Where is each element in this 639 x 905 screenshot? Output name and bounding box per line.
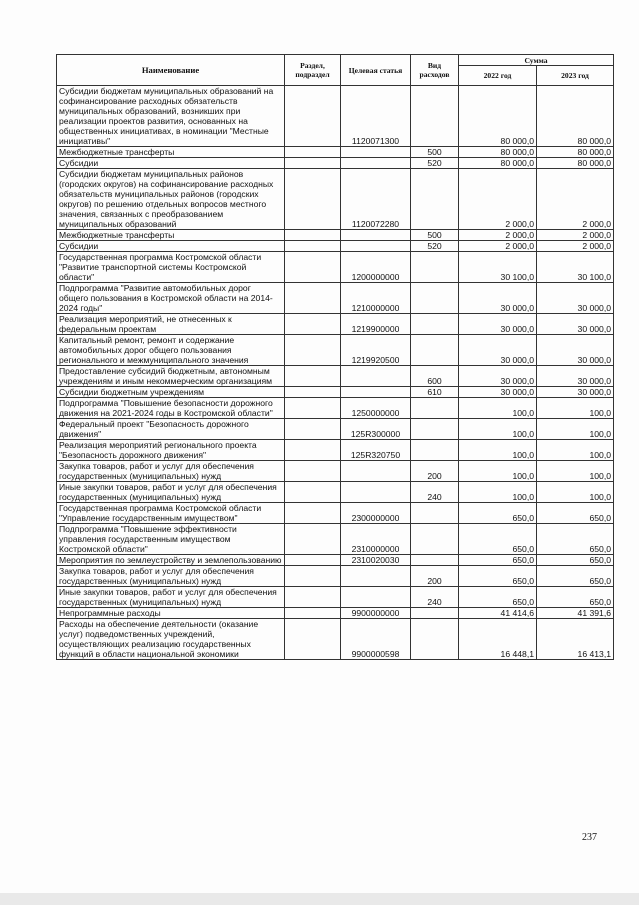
table-row xyxy=(57,587,614,608)
row-sum-2023: 650,0 xyxy=(537,555,614,566)
row-section xyxy=(285,440,341,461)
row-section xyxy=(285,524,341,555)
row-section xyxy=(285,335,341,366)
row-sum-2023: 41 391,6 xyxy=(537,608,614,619)
row-target-code: 1219900000 xyxy=(341,314,411,335)
row-expense-type xyxy=(411,398,459,419)
row-name: Расходы на обеспечение деятельности (оказание услуг) подведомственных учреждений, осуществляющих реализацию государственных функций в области национальной экономики xyxy=(57,619,285,660)
table-row xyxy=(57,419,614,440)
header-name: Наименование xyxy=(57,55,285,86)
row-sum-2022: 41 414,6 xyxy=(459,608,537,619)
row-sum-2022: 650,0 xyxy=(459,524,537,555)
row-section xyxy=(285,241,341,252)
row-sum-2022: 16 448,1 xyxy=(459,619,537,660)
row-section xyxy=(285,283,341,314)
row-section xyxy=(285,503,341,524)
row-name: Федеральный проект "Безопасность дорожного движения" xyxy=(57,419,285,440)
table-row xyxy=(57,566,614,587)
row-section xyxy=(285,366,341,387)
row-target-code: 125R300000 xyxy=(341,419,411,440)
row-target-code: 125R320750 xyxy=(341,440,411,461)
row-name: Подпрограмма "Повышение безопасности дорожного движения на 2021-2024 годы в Костромской области" xyxy=(57,398,285,419)
row-section xyxy=(285,169,341,230)
row-sum-2023: 100,0 xyxy=(537,398,614,419)
table-row xyxy=(57,314,614,335)
row-sum-2022: 30 000,0 xyxy=(459,335,537,366)
row-expense-type: 600 xyxy=(411,366,459,387)
row-expense-type: 520 xyxy=(411,241,459,252)
row-target-code xyxy=(341,241,411,252)
row-section xyxy=(285,619,341,660)
row-target-code xyxy=(341,366,411,387)
row-sum-2023: 30 000,0 xyxy=(537,314,614,335)
row-expense-type xyxy=(411,314,459,335)
row-name: Капитальный ремонт, ремонт и содержание автомобильных дорог общего пользования регионального и межмуниципального значения xyxy=(57,335,285,366)
row-sum-2023: 2 000,0 xyxy=(537,241,614,252)
row-section xyxy=(285,419,341,440)
table-row xyxy=(57,241,614,252)
row-target-code xyxy=(341,482,411,503)
page-number: 237 xyxy=(582,832,597,843)
table-row xyxy=(57,252,614,283)
row-section xyxy=(285,566,341,587)
table-row xyxy=(57,608,614,619)
row-target-code: 1200000000 xyxy=(341,252,411,283)
row-name: Субсидии xyxy=(57,241,285,252)
row-name: Подпрограмма "Повышение эффективности управления государственным имуществом Костромской области" xyxy=(57,524,285,555)
row-sum-2022: 100,0 xyxy=(459,398,537,419)
row-expense-type xyxy=(411,524,459,555)
row-target-code: 2300000000 xyxy=(341,503,411,524)
row-expense-type xyxy=(411,619,459,660)
row-section xyxy=(285,482,341,503)
row-sum-2023: 30 100,0 xyxy=(537,252,614,283)
row-name: Мероприятия по землеустройству и землепользованию xyxy=(57,555,285,566)
row-target-code: 1210000000 xyxy=(341,283,411,314)
header-type: Вид расходов xyxy=(411,55,459,86)
row-name: Предоставление субсидий бюджетным, автономным учреждениям и иным некоммерческим организациям xyxy=(57,366,285,387)
header-target: Целевая статья xyxy=(341,55,411,86)
row-target-code: 1250000000 xyxy=(341,398,411,419)
table-row xyxy=(57,461,614,482)
row-target-code xyxy=(341,230,411,241)
row-target-code xyxy=(341,387,411,398)
table-row xyxy=(57,482,614,503)
table-row xyxy=(57,555,614,566)
row-name: Межбюджетные трансферты xyxy=(57,147,285,158)
row-sum-2023: 30 000,0 xyxy=(537,387,614,398)
row-sum-2022: 30 000,0 xyxy=(459,366,537,387)
row-target-code xyxy=(341,461,411,482)
budget-table xyxy=(56,54,614,660)
row-expense-type xyxy=(411,169,459,230)
row-sum-2023: 100,0 xyxy=(537,461,614,482)
row-name: Иные закупки товаров, работ и услуг для обеспечения государственных (муниципальных) нужд xyxy=(57,587,285,608)
row-sum-2022: 650,0 xyxy=(459,503,537,524)
row-name: Государственная программа Костромской области "Управление государственным имуществом" xyxy=(57,503,285,524)
header-sum: Сумма xyxy=(459,55,614,66)
row-section xyxy=(285,230,341,241)
table-row xyxy=(57,335,614,366)
row-sum-2023: 80 000,0 xyxy=(537,147,614,158)
row-sum-2022: 2 000,0 xyxy=(459,241,537,252)
row-target-code xyxy=(341,587,411,608)
row-name: Субсидии xyxy=(57,158,285,169)
row-name: Государственная программа Костромской области "Развитие транспортной системы Костромской области" xyxy=(57,252,285,283)
row-sum-2022: 80 000,0 xyxy=(459,86,537,147)
row-expense-type xyxy=(411,335,459,366)
bottom-strip xyxy=(0,893,639,905)
row-sum-2022: 30 000,0 xyxy=(459,387,537,398)
row-name: Непрограммные расходы xyxy=(57,608,285,619)
row-sum-2023: 100,0 xyxy=(537,419,614,440)
row-target-code: 1120072280 xyxy=(341,169,411,230)
row-expense-type xyxy=(411,86,459,147)
row-sum-2023: 650,0 xyxy=(537,524,614,555)
row-sum-2022: 100,0 xyxy=(459,419,537,440)
row-expense-type: 520 xyxy=(411,158,459,169)
row-name: Субсидии бюджетам муниципальных образований на софинансирование расходных обязательств муниципальных образований, возникших при реализации проектов развития, основанных на общественных инициативах, в номинации "Местные инициативы" xyxy=(57,86,285,147)
table-row xyxy=(57,619,614,660)
table-row xyxy=(57,169,614,230)
row-section xyxy=(285,387,341,398)
row-sum-2022: 80 000,0 xyxy=(459,147,537,158)
row-expense-type xyxy=(411,440,459,461)
row-sum-2022: 30 100,0 xyxy=(459,252,537,283)
row-sum-2022: 100,0 xyxy=(459,440,537,461)
table-row xyxy=(57,86,614,147)
row-sum-2022: 30 000,0 xyxy=(459,283,537,314)
row-sum-2023: 16 413,1 xyxy=(537,619,614,660)
row-expense-type xyxy=(411,419,459,440)
row-name: Субсидии бюджетам муниципальных районов (городских округов) на софинансирование расходных обязательств муниципальных районов (городских округов) по решению отдельных вопросов местного значения, связанных с преобразованием муниципальных образований xyxy=(57,169,285,230)
row-name: Реализация мероприятий, не отнесенных к федеральным проектам xyxy=(57,314,285,335)
row-target-code: 9900000598 xyxy=(341,619,411,660)
table-row xyxy=(57,398,614,419)
row-sum-2022: 650,0 xyxy=(459,566,537,587)
row-expense-type xyxy=(411,555,459,566)
row-sum-2022: 80 000,0 xyxy=(459,158,537,169)
row-section xyxy=(285,147,341,158)
row-name: Межбюджетные трансферты xyxy=(57,230,285,241)
table-row xyxy=(57,366,614,387)
row-section xyxy=(285,461,341,482)
row-target-code: 9900000000 xyxy=(341,608,411,619)
row-sum-2023: 2 000,0 xyxy=(537,169,614,230)
row-section xyxy=(285,252,341,283)
row-sum-2023: 2 000,0 xyxy=(537,230,614,241)
row-sum-2023: 80 000,0 xyxy=(537,86,614,147)
table-row xyxy=(57,387,614,398)
row-target-code xyxy=(341,147,411,158)
row-sum-2022: 2 000,0 xyxy=(459,230,537,241)
row-target-code xyxy=(341,566,411,587)
row-name: Иные закупки товаров, работ и услуг для обеспечения государственных (муниципальных) нужд xyxy=(57,482,285,503)
row-target-code: 2310020030 xyxy=(341,555,411,566)
table-row xyxy=(57,503,614,524)
row-name: Закупка товаров, работ и услуг для обеспечения государственных (муниципальных) нужд xyxy=(57,461,285,482)
row-expense-type: 500 xyxy=(411,147,459,158)
row-expense-type: 240 xyxy=(411,587,459,608)
row-name: Реализация мероприятий регионального проекта "Безопасность дорожного движения" xyxy=(57,440,285,461)
row-sum-2023: 650,0 xyxy=(537,566,614,587)
row-sum-2023: 30 000,0 xyxy=(537,366,614,387)
table-body xyxy=(57,86,614,660)
row-target-code: 1120071300 xyxy=(341,86,411,147)
row-name: Подпрограмма "Развитие автомобильных дорог общего пользования в Костромской области на 2014-2024 годы" xyxy=(57,283,285,314)
row-expense-type: 240 xyxy=(411,482,459,503)
row-section xyxy=(285,158,341,169)
row-sum-2023: 30 000,0 xyxy=(537,283,614,314)
table-row xyxy=(57,524,614,555)
row-sum-2023: 30 000,0 xyxy=(537,335,614,366)
table-row xyxy=(57,283,614,314)
row-sum-2023: 650,0 xyxy=(537,503,614,524)
row-sum-2022: 2 000,0 xyxy=(459,169,537,230)
table-row xyxy=(57,440,614,461)
row-expense-type: 200 xyxy=(411,566,459,587)
row-sum-2023: 650,0 xyxy=(537,587,614,608)
row-sum-2023: 100,0 xyxy=(537,482,614,503)
row-expense-type xyxy=(411,503,459,524)
row-expense-type: 200 xyxy=(411,461,459,482)
row-expense-type xyxy=(411,252,459,283)
row-sum-2022: 100,0 xyxy=(459,461,537,482)
row-expense-type xyxy=(411,608,459,619)
row-expense-type: 610 xyxy=(411,387,459,398)
row-section xyxy=(285,555,341,566)
row-target-code: 1219920500 xyxy=(341,335,411,366)
row-expense-type xyxy=(411,283,459,314)
row-section xyxy=(285,587,341,608)
row-sum-2022: 650,0 xyxy=(459,555,537,566)
row-target-code xyxy=(341,158,411,169)
table-row xyxy=(57,158,614,169)
row-expense-type: 500 xyxy=(411,230,459,241)
row-sum-2022: 30 000,0 xyxy=(459,314,537,335)
row-name: Субсидии бюджетным учреждениям xyxy=(57,387,285,398)
table-row xyxy=(57,230,614,241)
row-name: Закупка товаров, работ и услуг для обеспечения государственных (муниципальных) нужд xyxy=(57,566,285,587)
row-sum-2023: 80 000,0 xyxy=(537,158,614,169)
row-section xyxy=(285,398,341,419)
table-row xyxy=(57,147,614,158)
row-sum-2022: 100,0 xyxy=(459,482,537,503)
row-section xyxy=(285,86,341,147)
row-sum-2023: 100,0 xyxy=(537,440,614,461)
header-section: Раздел, подраздел xyxy=(285,55,341,86)
row-section xyxy=(285,608,341,619)
header-year-2023: 2023 год xyxy=(537,66,614,86)
header-year-2022: 2022 год xyxy=(459,66,537,86)
row-target-code: 2310000000 xyxy=(341,524,411,555)
row-section xyxy=(285,314,341,335)
row-sum-2022: 650,0 xyxy=(459,587,537,608)
